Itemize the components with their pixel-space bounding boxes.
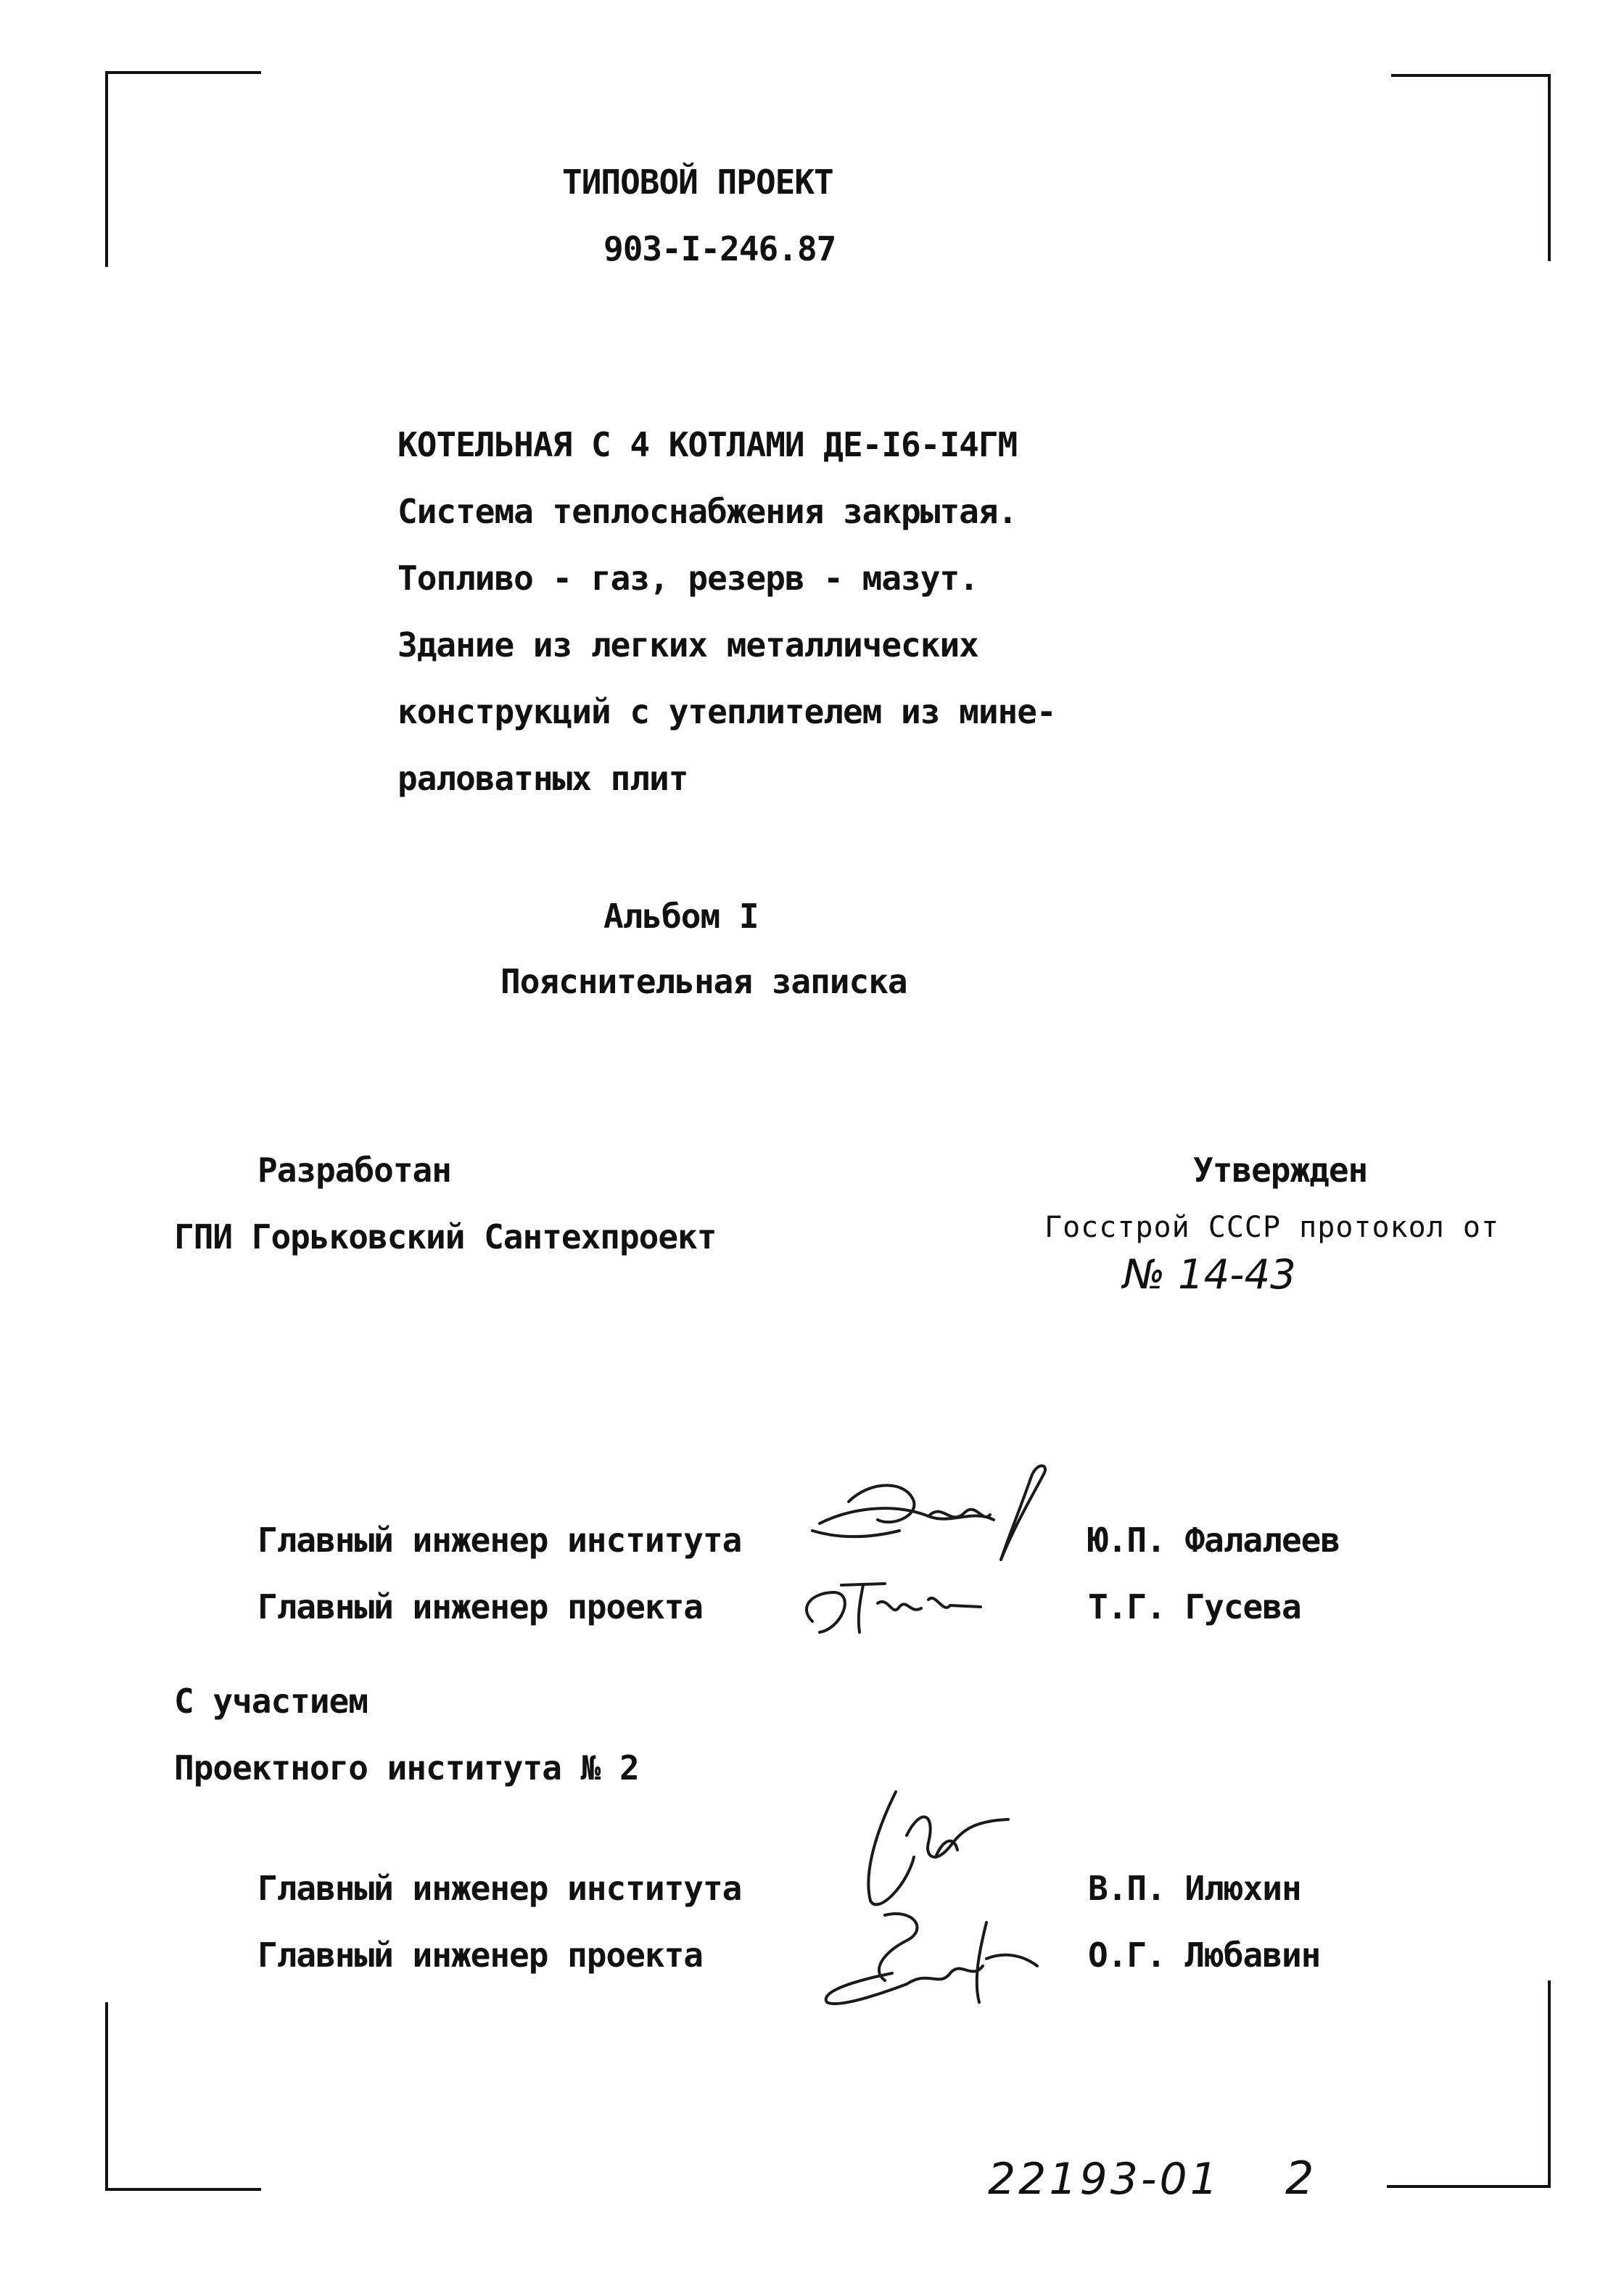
signatory-role: Главный инженер института bbox=[257, 1869, 742, 1908]
developed-org: ГПИ Горьковский Сантехпроект bbox=[174, 1217, 717, 1256]
participation-line: С участием bbox=[174, 1682, 368, 1721]
description-line: Система теплоснабжения закрытая. bbox=[397, 492, 1018, 531]
project-label: ТИПОВОЙ ПРОЕКТ bbox=[562, 162, 833, 202]
description-line: Здание из легких металлических bbox=[397, 625, 978, 665]
inventory-number: 22193-01 bbox=[988, 2154, 1221, 2205]
approved-label: Утвержден bbox=[1193, 1151, 1368, 1190]
signature-lyubavin bbox=[805, 1901, 1052, 2009]
description-line: КОТЕЛЬНАЯ С 4 КОТЛАМИ ДЕ-I6-I4ГМ bbox=[397, 425, 1018, 464]
page-number: 2 bbox=[1285, 2152, 1314, 2205]
signatory-role: Главный инженер института bbox=[257, 1521, 742, 1560]
album-title: Альбом I bbox=[603, 897, 759, 936]
signature-guseva bbox=[791, 1563, 994, 1643]
signature-falaleev bbox=[805, 1458, 1052, 1574]
signatory-name: Т.Г. Гусева bbox=[1088, 1587, 1301, 1626]
description-line: Топливо - газ, резерв - мазут. bbox=[397, 559, 978, 598]
project-number: 903-I-246.87 bbox=[603, 229, 836, 268]
approved-number: № 14-43 bbox=[1123, 1251, 1296, 1299]
signatory-name: О.Г. Любавин bbox=[1088, 1935, 1321, 1975]
approved-by: Госстрой СССР протокол от bbox=[1044, 1211, 1500, 1244]
signatory-name: Ю.П. Фалалеев bbox=[1088, 1521, 1340, 1560]
description-line: конструкций с утеплителем из мине- bbox=[397, 692, 1056, 731]
developed-label: Разработан bbox=[257, 1151, 451, 1190]
signatory-role: Главный инженер проекта bbox=[257, 1587, 703, 1626]
signatory-role: Главный инженер проекта bbox=[257, 1935, 703, 1975]
signatory-name: В.П. Илюхин bbox=[1088, 1869, 1301, 1908]
description-line: раловатных плит bbox=[397, 759, 688, 798]
album-subtitle: Пояснительная записка bbox=[500, 962, 907, 1001]
participation-line: Проектного института № 2 bbox=[174, 1748, 639, 1788]
